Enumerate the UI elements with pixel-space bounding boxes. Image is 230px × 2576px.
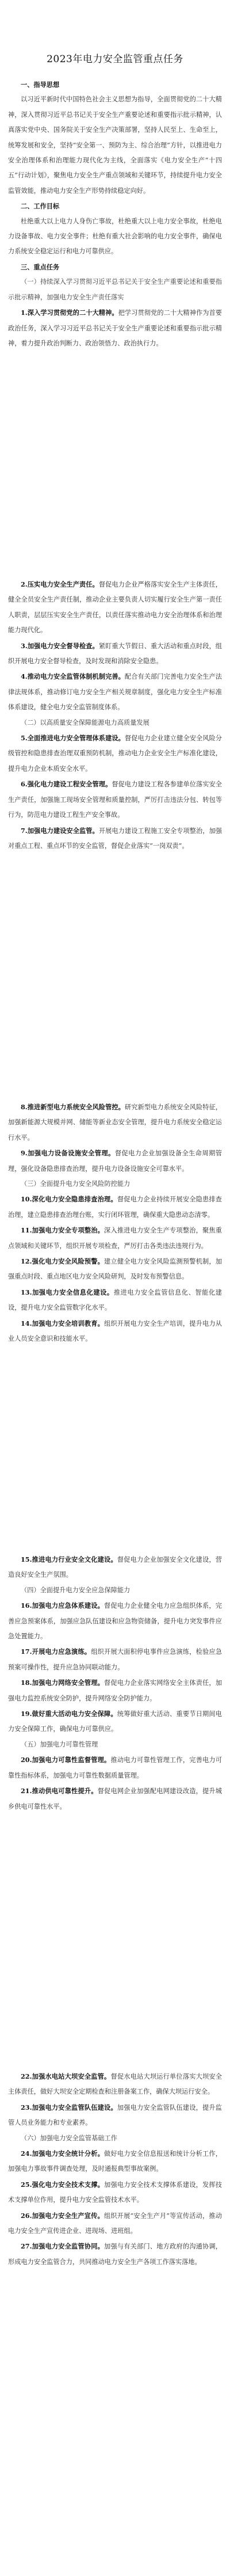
task-paragraph (8, 2208, 222, 2239)
task-lead: 14.加强电力安全培训教育。 (21, 1319, 105, 1327)
task-lead: 11.加强电力安全专项整治。 (21, 1226, 105, 1235)
task-body: 加强与有关部门、地方政府的沟通协调，形成电力安全监管合力，共同推动电力安全生产各项工作落实落地。 (8, 2243, 222, 2266)
task-lead: 8.推进新型电力系统安全风险管控。 (21, 1103, 125, 1111)
paragraph: 杜绝重大以上电力人身伤亡事故，杜绝重大以上电力安全事故，杜绝电力设备事故、电力安全事件；杜绝有重大社会影响的电力安全事件，确保电力系统安全稳定运行和电力可靠供应。 (8, 217, 222, 256)
task-paragraph (8, 2239, 222, 2270)
task-body: 督促水电站大坝运行单位落实大坝安全主体责任，做好大坝安全定期检查和注册备案工作，确保大坝运行安全。 (8, 2073, 222, 2096)
task-lead: 16.加强电力应急体系建设。 (21, 1601, 105, 1610)
task-lead: 4.推动电力安全监管体制机制完善。 (21, 672, 125, 681)
task-paragraph (8, 1752, 222, 1783)
task-lead: 25.强化电力安全技术支撑。 (21, 2180, 105, 2189)
task-paragraph (8, 669, 222, 715)
task-lead: 26.加强电力安全生产宣传。 (21, 2211, 104, 2220)
task-body: 督促电力企业建立健全安全风险分级管控和隐患排查治理双重预防机制，推动电力企业安全生产标准化建设，提升电力企业本质安全水平。 (8, 735, 222, 773)
task-body: 督促电力企业持续开展安全隐患排查治理，建立隐患排查治理台账，实行闭环管理，确保重大隐患动态清零。 (8, 1196, 222, 1219)
task-paragraph (8, 1598, 222, 1644)
task-body: 加强电力安全技术支撑体系建设，发挥技术支撑单位作用，提升电力安全监管技术水平。 (8, 2181, 222, 2204)
task-body: 深入推进电力安全生产专项整治，聚焦重点领域和关键环节，组织开展专项检查，严厉打击各类违法违规行为。 (8, 1227, 222, 1250)
task-body: 督促电网企业加强配电网建设改造，提升城乡供电可靠性水平。 (8, 1787, 222, 1810)
task-paragraph (8, 1675, 222, 1706)
document-title: 2023年电力安全监管重点任务 (47, 54, 183, 65)
task-body: 建立健全电力安全风险监测预警机制，加强重点时段、重点地区电力安全风险研判，及时发布预警信息。 (8, 1258, 222, 1281)
task-body: 督促电力建设工程各参建单位落实安全生产责任，加强施工现场安全管理和质量控制，严厉打击违法分包、转包等行为，防范电力建设工程生产安全事故。 (8, 781, 222, 819)
task-paragraph (8, 1783, 222, 1814)
task-lead: 21.推动供电可靠性提升。 (21, 1787, 98, 1795)
task-paragraph (8, 2177, 222, 2208)
task-body: 做好电力安全信息报送和统计分析工作，加强电力事故事件调查处理，及时通报典型事故案例。 (8, 2150, 222, 2173)
task-body: 督促电力企业加强安全文化建设，营造良好安全生产氛围。 (8, 1556, 222, 1579)
subsection-heading: （五）加强电力可靠性管理 (21, 1740, 98, 1748)
task-body: 督促电力企业加强设备全生命周期管理，强化设备隐患排查治理，提升电力设备设施安全可靠水平。 (8, 1150, 222, 1173)
task-body: 组织开展电力安全生产培训，提升电力从业人员安全意识和技能水平。 (8, 1319, 222, 1343)
task-lead: 27.加强电力安全监管协同。 (21, 2242, 105, 2251)
paragraph: 以习近平新时代中国特色社会主义思想为指导，全面贯彻党的二十大精神，深入贯彻习近平总书记关于安全生产重要论述和重要指示批示精神，认真落实党中央、国务院关于安全生产决策部署，坚持人民至上、生命至上，统筹发展和安全，坚持“安全第一、预防为主、综合治理”方针，以推进电力安全治理体系和治理能力现代化为主线，全面落实《电力安全生产“十四五”行动计划》，聚焦电力安全生产重点领域和关键环节，持续提升电力安全监管效能，推动电力安全生产形势持续稳定向好。 (8, 96, 222, 195)
subsection-heading: （三）全面提升电力安全风险防控能力 (21, 1180, 131, 1188)
task-lead: 20.加强电力可靠性监督管理。 (21, 1756, 111, 1764)
task-body: 推进电力安全监管信息化、智能化建设，提升电力安全监管数字化水平。 (8, 1288, 222, 1312)
task-lead: 23.加强电力安全监管队伍建设。 (21, 2103, 117, 2111)
task-lead: 7.加强电力建设安全监管。 (21, 826, 99, 835)
subsection-heading: （四）全面提升电力安全应急保障能力 (21, 1586, 131, 1594)
task-paragraph (8, 2069, 222, 2100)
task-lead: 10.深化电力安全隐患排查治理。 (21, 1195, 117, 1204)
task-body: 研究新型电力系统安全风险特征，加强新能源大规模并网、储能等新业态安全管理，提升电力系统安全稳定运行水平。 (8, 1104, 222, 1141)
section-tasks-part-4 (0, 2069, 230, 2270)
task-lead: 18.加强电力网络安全管理。 (21, 1679, 105, 1687)
document-header (0, 0, 230, 77)
task-paragraph (8, 1285, 222, 1316)
task-body: 配合有关部门完善电力安全生产法律法规体系，推动修订电力安全生产相关规章制度，强化电力安全生产标准体系建设，健全电力安全监管制度体系。 (8, 673, 222, 711)
task-paragraph (8, 305, 222, 351)
task-paragraph (8, 777, 222, 823)
task-lead: 17.开展电力应急演练。 (21, 1647, 91, 1656)
task-paragraph (8, 2100, 222, 2131)
task-body: 推动电力可靠性管理工作，完善电力可靠性指标体系，加强电力可靠性数据质量管理。 (8, 1756, 222, 1779)
task-paragraph (8, 1146, 222, 1177)
task-paragraph (8, 1316, 222, 1347)
task-lead: 24.加强电力安全统计分析。 (21, 2149, 105, 2158)
task-paragraph (8, 730, 222, 777)
task-lead: 5.全面推进电力安全管理体系建设。 (21, 734, 125, 743)
task-body: 组织开展“安全生产月”等宣传活动，推动电力安全生产宣传进企业、进现场、进班组。 (8, 2212, 222, 2235)
task-paragraph (8, 638, 222, 669)
task-paragraph (8, 1192, 222, 1223)
task-lead: 1.深入学习贯彻党的二十大精神。 (21, 309, 118, 317)
section-tasks-part-1 (0, 577, 230, 854)
task-lead: 9.加强电力设备设施安全管理。 (21, 1149, 115, 1158)
subsection-heading: （二）以高质量安全保障能源电力高质量发展 (21, 718, 150, 726)
subsection-heading: （六）加强电力安全监管基础工作 (21, 2134, 117, 2142)
task-paragraph (8, 823, 222, 854)
task-paragraph (8, 1223, 222, 1254)
task-body: 督促电力企业严格落实安全生产主体责任，健全全员安全生产责任制，推动企业主要负责人切实履行安全生产第一责任人职责，层层压实安全生产责任，以责任落实推动电力安全治理体系和治理能力现代化。 (8, 581, 222, 634)
task-paragraph (8, 1254, 222, 1285)
task-lead: 6.强化电力建设工程安全管理。 (21, 780, 112, 789)
task-lead: 3.加强电力安全督导检查。 (21, 641, 99, 650)
task-lead: 12.强化电力安全风险预警。 (21, 1257, 105, 1266)
task-body: 督促电力企业健全电力应急组织体系，完善应急预案体系，加强应急队伍建设和应急物资储备，提升电力突发事件应急处置能力。 (8, 1602, 222, 1641)
task-body: 加强电力安全监管队伍建设，提升监管人员业务能力和专业素养。 (8, 2103, 222, 2127)
task-paragraph (8, 1644, 222, 1675)
task-lead: 22.加强水电站大坝安全监管。 (21, 2072, 111, 2080)
task-body: 紧盯重大节假日、重大活动和重点时段，组织开展电力安全督导检查，及时发现和消除安全隐患。 (8, 642, 222, 665)
task-body: 组织开展大面积停电事件应急演练，检验应急预案可操作性，提升应急协同联动能力。 (8, 1648, 222, 1671)
subsection-heading: （一）持续深入学习贯彻习近平总书记关于安全生产重要论述和重要指示批示精神，加强电力安全生产责任落实 (8, 278, 222, 301)
task-paragraph (8, 577, 222, 638)
section-heading: 三、重点任务 (21, 262, 60, 271)
section-tasks-part-2 (0, 1099, 230, 1347)
task-lead: 2.压实电力安全生产责任。 (21, 580, 99, 588)
task-lead: 15.推进电力行业安全文化建设。 (21, 1555, 117, 1563)
task-paragraph (8, 2146, 222, 2177)
task-paragraph (8, 1099, 222, 1146)
section-heading: 一、指导思想 (21, 81, 60, 89)
section-heading: 二、工作目标 (21, 202, 60, 211)
task-body: 督促电力企业落实网络安全主体责任，加强电力监控系统安全防护，提升网络安全防护能力。 (8, 1679, 222, 1702)
task-body: 开展电力建设工程施工安全专项整治，加强对重点工程、重点环节的安全监管，督促企业落实“一岗双责”。 (8, 827, 222, 850)
task-paragraph (8, 1706, 222, 1737)
task-lead: 19.做好重大活动电力安全保障。 (21, 1710, 117, 1718)
section-guiding-ideology (0, 77, 230, 351)
task-lead: 13.加强电力安全信息化建设。 (21, 1288, 114, 1296)
section-tasks-part-3 (0, 1552, 230, 1814)
task-body: 把学习贯彻党的二十大精神作为首要政治任务，深入学习习近平总书记关于安全生产重要论述和重要指示批示精神，着力提升政治判断力、政治领悟力、政治执行力。 (8, 309, 222, 347)
task-paragraph (8, 1552, 222, 1583)
task-body: 统筹做好重大活动、重要节日期间电力安全保障工作，确保电力可靠供应。 (8, 1710, 222, 1733)
